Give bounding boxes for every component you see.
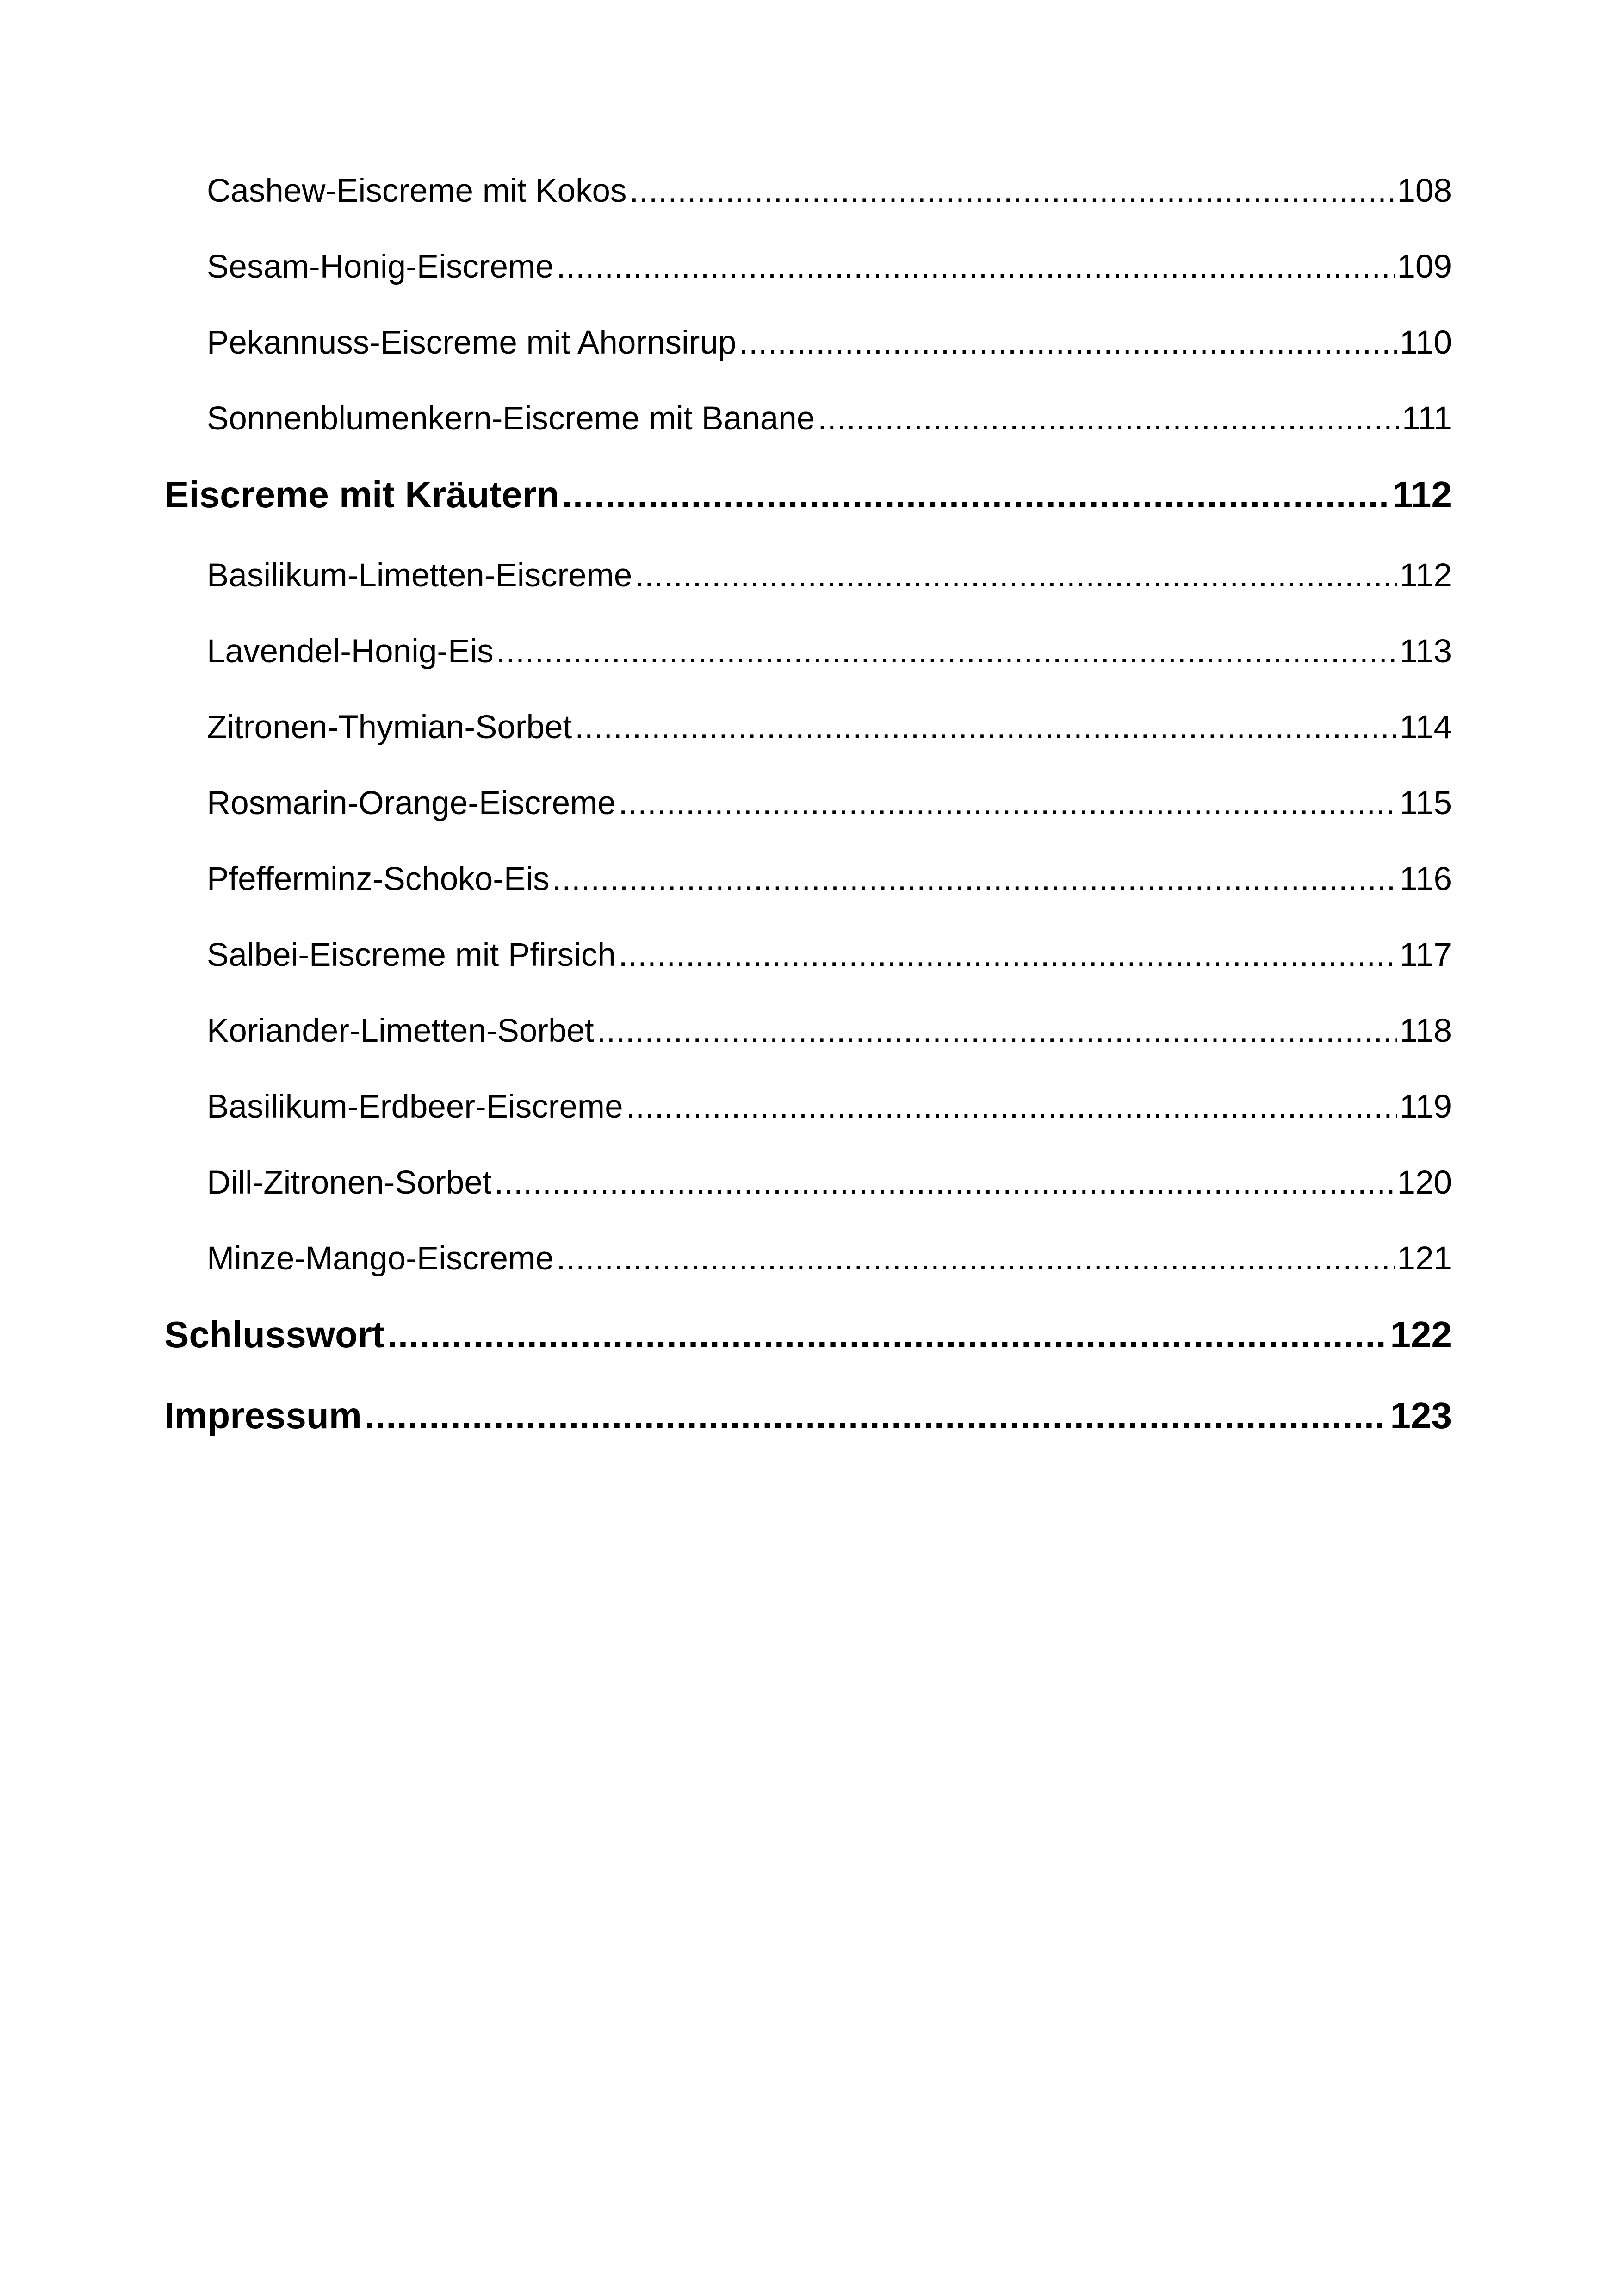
toc-entry-basilikum-limetten-eiscreme[interactable] bbox=[164, 550, 1452, 626]
toc-entry-title: Sesam-Honig-Eiscreme bbox=[207, 249, 554, 285]
toc-chapter-eiscreme-mit-kraeutern[interactable] bbox=[164, 469, 1452, 550]
toc-entry-title: Minze-Mango-Eiscreme bbox=[207, 1240, 554, 1277]
toc-page-number: 113 bbox=[1399, 633, 1452, 670]
dot-leader bbox=[387, 1309, 1388, 1360]
toc-page-number: 120 bbox=[1397, 1164, 1452, 1201]
toc-page-number: 118 bbox=[1399, 1013, 1452, 1049]
toc-entry-title: Basilikum-Erdbeer-Eiscreme bbox=[207, 1089, 623, 1125]
toc-page-number: 117 bbox=[1399, 937, 1452, 973]
dot-leader bbox=[626, 1082, 1397, 1132]
toc-chapter-title: Impressum bbox=[164, 1395, 362, 1436]
toc-page-number: 109 bbox=[1397, 249, 1452, 285]
dot-leader bbox=[557, 1233, 1395, 1284]
dot-leader bbox=[635, 550, 1397, 601]
dot-leader bbox=[495, 1157, 1395, 1208]
dot-leader bbox=[365, 1390, 1388, 1441]
toc-page-number: 112 bbox=[1392, 474, 1452, 515]
toc-page-number: 122 bbox=[1390, 1314, 1452, 1355]
toc-entry-sesam-honig-eiscreme[interactable] bbox=[164, 242, 1452, 317]
dot-leader bbox=[496, 626, 1397, 677]
dot-leader bbox=[562, 469, 1389, 520]
toc-entry-lavendel-honig-eis[interactable] bbox=[164, 626, 1452, 702]
dot-leader bbox=[629, 166, 1394, 217]
toc-entry-title: Salbei-Eiscreme mit Pfirsich bbox=[207, 937, 616, 973]
dot-leader bbox=[557, 242, 1395, 292]
toc-chapter-impressum[interactable] bbox=[164, 1390, 1452, 1471]
toc-page-number: 123 bbox=[1390, 1395, 1452, 1436]
toc-page-number: 112 bbox=[1399, 557, 1452, 594]
dot-leader bbox=[818, 393, 1399, 444]
toc-entry-pekannuss-eiscreme[interactable] bbox=[164, 317, 1452, 393]
toc-page-number: 119 bbox=[1399, 1089, 1452, 1125]
toc-entry-dill-zitronen-sorbet[interactable] bbox=[164, 1157, 1452, 1233]
toc-page-number: 114 bbox=[1399, 709, 1452, 746]
toc-entry-title: Koriander-Limetten-Sorbet bbox=[207, 1013, 594, 1049]
toc-entry-pfefferminz-schoko-eis[interactable] bbox=[164, 854, 1452, 930]
dot-leader bbox=[619, 778, 1397, 829]
toc-page-number: 116 bbox=[1399, 861, 1452, 897]
toc-page-number: 111 bbox=[1402, 400, 1452, 437]
toc-entry-title: Cashew-Eiscreme mit Kokos bbox=[207, 173, 627, 209]
toc-page-number: 115 bbox=[1399, 785, 1452, 821]
dot-leader bbox=[597, 1006, 1397, 1057]
toc-chapter-schlusswort[interactable] bbox=[164, 1309, 1452, 1390]
dot-leader bbox=[575, 702, 1397, 753]
toc-chapter-title: Schlusswort bbox=[164, 1314, 384, 1355]
toc-page-number: 108 bbox=[1397, 173, 1452, 209]
toc-entry-title: Dill-Zitronen-Sorbet bbox=[207, 1164, 492, 1201]
toc-page-number: 110 bbox=[1399, 324, 1452, 361]
toc-entry-rosmarin-orange-eiscreme[interactable] bbox=[164, 778, 1452, 854]
dot-leader bbox=[739, 317, 1396, 368]
dot-leader bbox=[619, 930, 1397, 981]
toc-entry-koriander-limetten-sorbet[interactable] bbox=[164, 1006, 1452, 1082]
toc-entry-minze-mango-eiscreme[interactable] bbox=[164, 1233, 1452, 1309]
toc-entry-title: Basilikum-Limetten-Eiscreme bbox=[207, 557, 632, 594]
toc-entry-title: Rosmarin-Orange-Eiscreme bbox=[207, 785, 616, 821]
toc-entry-title: Pekannuss-Eiscreme mit Ahornsirup bbox=[207, 324, 737, 361]
toc-entry-salbei-eiscreme[interactable] bbox=[164, 930, 1452, 1006]
toc-entry-title: Lavendel-Honig-Eis bbox=[207, 633, 494, 670]
toc-chapter-title: Eiscreme mit Kräutern bbox=[164, 474, 559, 515]
toc-entry-cashew-eiscreme[interactable] bbox=[164, 166, 1452, 242]
toc-entry-title: Sonnenblumenkern-Eiscreme mit Banane bbox=[207, 400, 815, 437]
toc-entry-title: Zitronen-Thymian-Sorbet bbox=[207, 709, 572, 746]
table-of-contents bbox=[164, 166, 1452, 1471]
toc-page-number: 121 bbox=[1397, 1240, 1452, 1277]
toc-entry-title: Pfefferminz-Schoko-Eis bbox=[207, 861, 550, 897]
toc-entry-sonnenblumenkern-eiscreme[interactable] bbox=[164, 393, 1452, 469]
toc-entry-zitronen-thymian-sorbet[interactable] bbox=[164, 702, 1452, 778]
dot-leader bbox=[552, 854, 1397, 905]
toc-entry-basilikum-erdbeer-eiscreme[interactable] bbox=[164, 1082, 1452, 1157]
